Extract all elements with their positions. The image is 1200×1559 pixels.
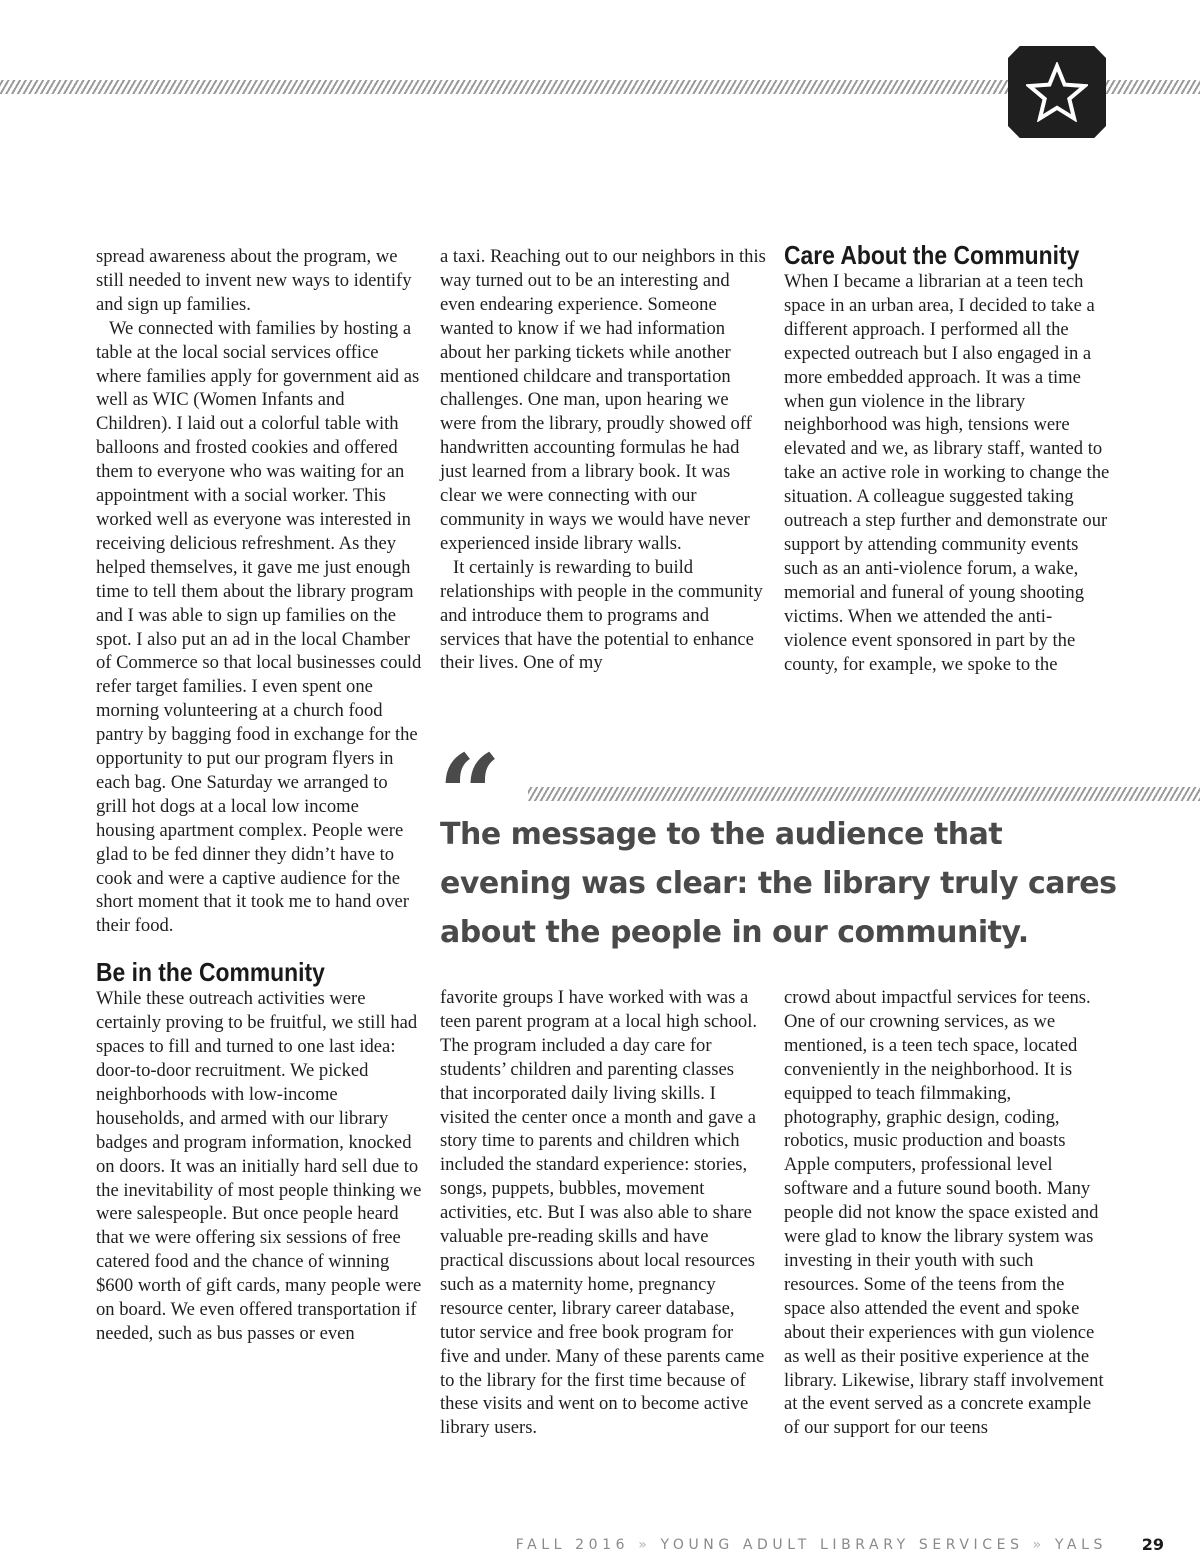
footer-separator: »	[1032, 1537, 1046, 1553]
paragraph: crowd about impactful services for teens. One of our crowning services, as we mentioned, is a teen tech space, located conveniently in the neighborhood. It is equipped to teach filmmaking, photography, graphic design, coding, robotics, music production and boasts Apple computers, professional level software and a future sound booth. Many people did not know the space existed and were glad to know the library system was investing in their youth with such resources. Some of the teens from the space also attended the event and spoke about their experiences with gun violence as well as their positive experience at the library. Likewise, library staff involvement at the event served as a concrete example of our support for our teens	[784, 987, 1104, 1439]
paragraph: a taxi. Reaching out to our neighbors in this way turned out to be an interesting and even endearing experience. Someone wanted to know if we had information about her parking tickets while another mentioned childcare and transportation challenges. One man, upon hearing we were from the library, proudly showed off handwritten accounting formulas he had just learned from a library book. It was clear we were connecting with our community in ways we would have never experienced inside library walls.	[440, 246, 766, 554]
article-column-1	[96, 245, 422, 1346]
article-column-2	[440, 245, 766, 675]
pull-quote: The message to the audience that evening was clear: the library truly cares about the people in our community.	[440, 817, 1117, 950]
section-heading-care-about-community: Care About the Community	[784, 240, 1080, 270]
decorative-hatch-bar	[1104, 80, 1200, 94]
paragraph: We connected with families by hosting a table at the local social services office where families apply for government aid as well as WIC (Women Infants and Children). I laid out a colorful table with balloons and frosted cookies and offered them to everyone who was waiting for an appointment with a social worker. This worked well as everyone was interested in receiving delicious refreshment. As they helped themselves, it gave me just enough time to tell them about the library program and I was able to sign up families on the spot. I also put an ad in the local Chamber of Commerce so that local businesses could refer target families. I even spent one morning volunteering at a church food pantry by bagging food in exchange for the opportunity to put our program flyers in each bag. One Saturday we arranged to grill hot dogs at a local low income housing apartment complex. People were glad to be fed dinner they didn’t have to cook and were a captive audience for the short moment that it took me to hand over their food.	[96, 317, 422, 937]
footer-separator: »	[638, 1537, 652, 1553]
star-badge	[1008, 46, 1106, 138]
decorative-hatch-bar	[528, 787, 1200, 801]
decorative-hatch-bar	[0, 80, 1012, 94]
paragraph: While these outreach activities were certainly proving to be fruitful, we still had spaces to fill and turned to one last idea: door-to-door recruitment. We picked neighborhoods with low-income households, and armed with our library badges and program information, knocked on doors. It was an initially hard sell due to the inevitability of most people thinking we were salespeople. But once people heard that we were offering six sessions of free catered food and the chance of winning $600 worth of gift cards, many people were on board. We even offered transportation if needed, such as bus passes or even	[96, 988, 422, 1344]
paragraph: spread awareness about the program, we still needed to invent new ways to identify and sign up families.	[96, 246, 412, 315]
section-heading-be-in-community: Be in the Community	[96, 957, 325, 988]
page-footer	[516, 1536, 1107, 1554]
article-column-5	[784, 986, 1110, 1440]
paragraph: It certainly is rewarding to build relationships with people in the community and introduce them to programs and services that have the potential to enhance their lives. One of my	[440, 556, 763, 674]
page-number: 29	[1141, 1535, 1164, 1554]
footer-issue: FALL 2016	[515, 1537, 630, 1553]
star-icon	[1026, 62, 1088, 122]
footer-abbr: YALS	[1054, 1537, 1107, 1553]
paragraph: When I became a librarian at a teen tech space in an urban area, I decided to take a different approach. I performed all the expected outreach but I also engaged in a more embedded approach. It was a time when gun violence in the library neighborhood was high, tensions were elevated and we, as library staff, wanted to take an active role in working to change the situation. A colleague suggested taking outreach a step further and demonstrate our support by attending community events such as an anti-violence forum, a wake, memorial and funeral of young shooting victims. When we attended the anti-violence event sponsored in part by the county, for example, we spoke to the	[784, 271, 1110, 675]
article-column-3	[784, 240, 1110, 676]
article-column-4	[440, 986, 766, 1440]
quote-mark-icon: “	[438, 730, 496, 859]
footer-journal: YOUNG ADULT LIBRARY SERVICES	[660, 1537, 1024, 1553]
paragraph: favorite groups I have worked with was a teen parent program at a local high school. The program included a day care for students’ children and parenting classes that incorporated daily living skills. I visited the center once a month and gave a story time to parents and children which included the standard experience: stories, songs, puppets, bubbles, movement activities, etc. But I was also able to share valuable pre-reading skills and have practical discussions about local resources such as a maternity home, pregnancy resource center, library career database, tutor service and free book program for five and under. Many of these parents came to the library for the first time because of these visits and went on to become active library users.	[440, 987, 765, 1439]
